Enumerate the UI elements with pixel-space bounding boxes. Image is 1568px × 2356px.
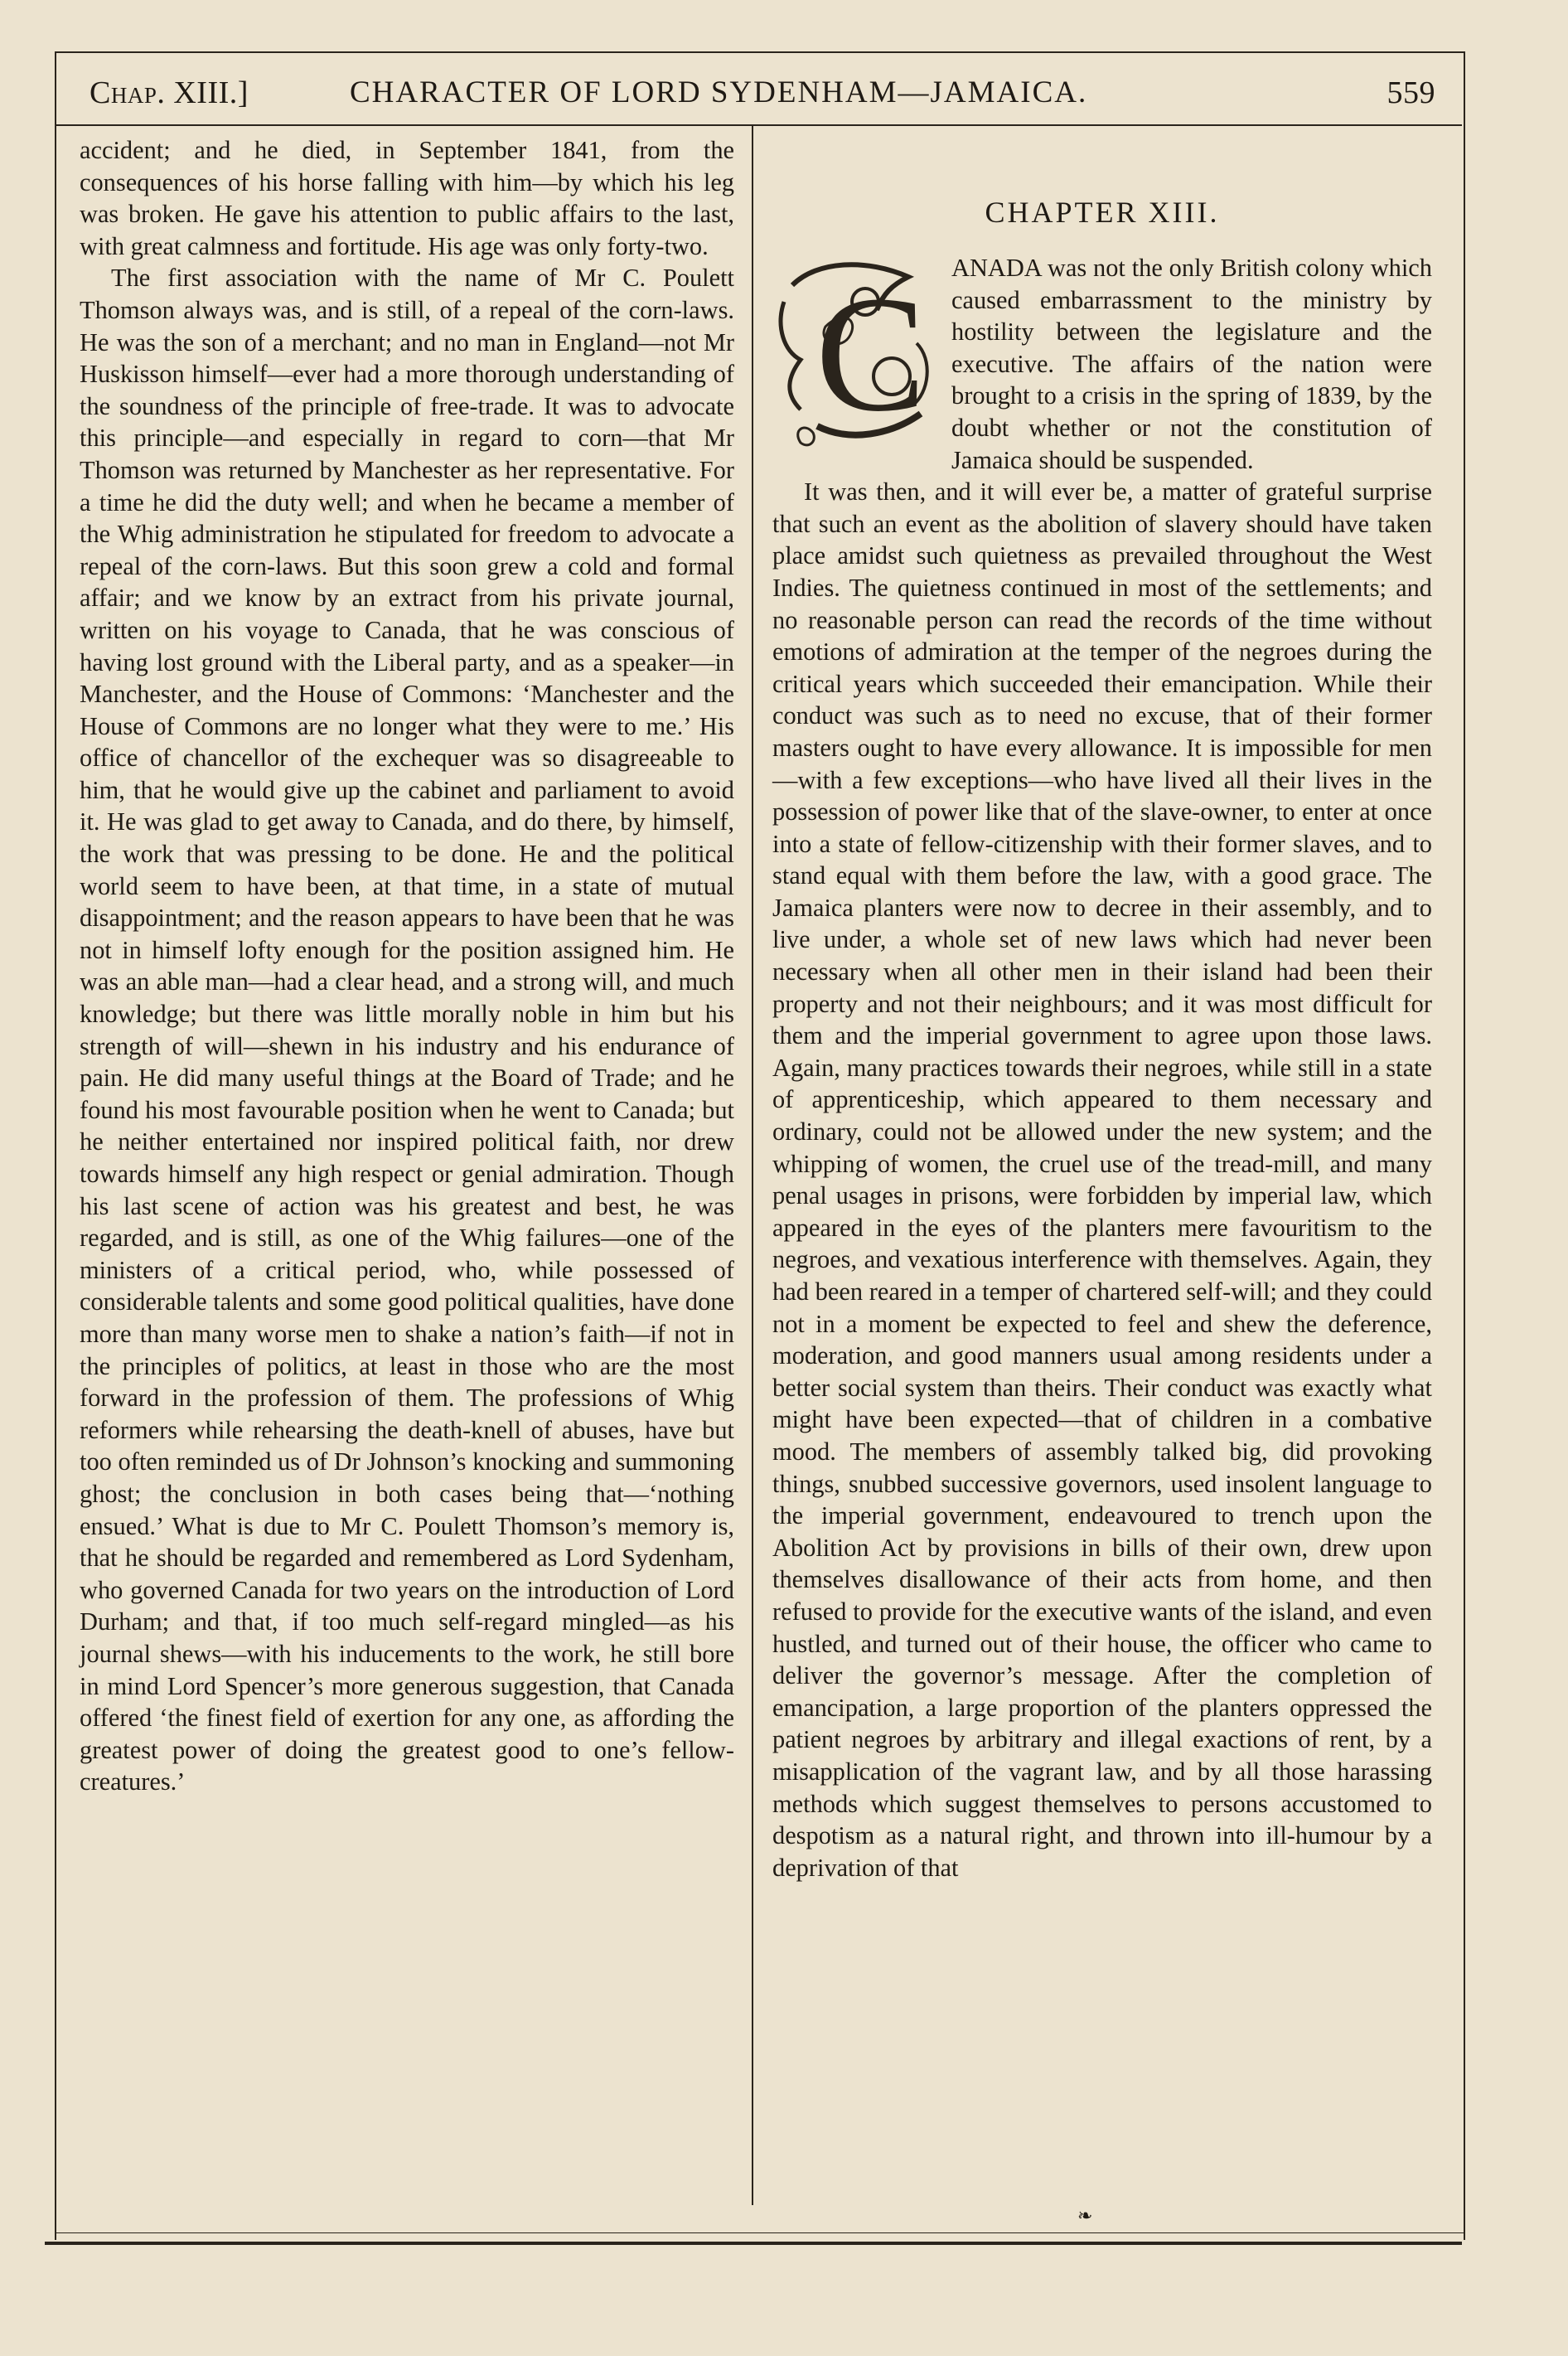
chapter-heading: CHAPTER XIII. <box>985 196 1220 229</box>
running-title: CHARACTER OF LORD SYDENHAM—JAMAICA. <box>350 75 1088 109</box>
paragraph-jamaica: It was then, and it will ever be, a matter of grateful surprise that such an event as the abolition of slavery should have taken place amidst such quietness as prevailed throughout the West Indies. The quietness continued in most of the settlements; and no reasonable person can read the records of the time without emotions of admiration at the temper of the negroes during the critical years which succeeded their emancipation. While their conduct was such as to need no excuse, that of their former masters ought to have every allowance. It is impossible for men—with a few exceptions—who have lived all their lives in the possession of power like that of the slave-owner, to enter at once into a state of fellow-citizenship with their former slaves, and to stand equal with them before the law, with a good grace. The Jamaica planters were now to decree in their assembly, and to live under, a whole set of new laws which had never been necessary when all other men in their island had been their property and not their neighbours; and it was most difficult for them and the imperial government to agree upon those laws. Again, many practices towards their negroes, while still in a state of apprenticeship, which appeared to them necessary and ordinary, could not be allowed under the new system; and the whipping of women, the cruel use of the tread-mill, and many penal usages in prisons, were forbidden by imperial law, which appeared in the eyes of the planters mere favouritism to the negroes, and vexatious interference with themselves. Again, they had been reared in a temper of chartered self-will; and they could not in a moment be expected to feel and shew the deference, moderation, and good manners usual among residents under a better social system than theirs. Their conduct was exactly what might have been expected—that of children in a combative mood. The members of assembly talked big, did provoking things, snubbed successive governors, used insolent language to the imperial government, endeavoured to trench upon the Abolition Act by provisions in bills of their own, drew upon themselves disallowance of their acts from home, and then refused to provide for the executive wants of the island, and even hustled, and turned out of their house, the officer who came to deliver the governor’s message. After the completion of emancipation, a large proportion of the planters oppressed the patient negroes by arbitrary and illegal exactions of rent, by a misapplication of the vagrant law, and by all those harassing methods which suggest themselves to persons accustomed to despotism as a natural right, and thrown into ill-humour by a deprivation of that <box>772 478 1432 1882</box>
column-divider <box>752 126 753 2205</box>
svg-text:C: C <box>815 263 927 446</box>
paragraph-continued: accident; and he died, in September 1841, from the consequences of his horse falling with him—by which his leg was broken. He gave his attention to public affairs to the last, with great calmness and fortitude. His age was only forty-two. <box>80 136 734 260</box>
footer-rule-thin <box>55 2232 1464 2233</box>
left-column <box>80 134 734 1798</box>
paragraph-thomson: The first association with the name of Mr C. Poulett Thomson always was, and is still, of a repeal of the corn-laws. He was the son of a merchant; and no man in England—not Mr Huskisson himself—ever had a more thorough understanding of the soundness of the principle of free-trade. It was to advocate this principle—and especially in regard to corn—that Mr Thomson was returned by Manchester as her representative. For a time he did the duty well; and when he became a member of the Whig administration he stipulated for freedom to advocate a repeal of the corn-laws. But this soon grew a cold and formal affair; and we know by an extract from his private journal, written on his voyage to Canada, that he was conscious of having lost ground with the Liberal party, and as a speaker—in Manchester, and the House of Commons: ‘Manchester and the House of Commons are no longer what they were to me.’ His office of chancellor of the exchequer was so disagreeable to him, that he would give up the cabinet and parliament to avoid it. He was glad to get away to Canada, and do there, by himself, the work that was pressing to be done. He and the political world seem to have been, at that time, in a state of mutual disappointment; and the reason appears to have been that he was not in himself lofty enough for the position assigned him. He was an able man—had a clear head, and a strong will, and much knowledge; but there was little morally noble in him but his strength of will—shewn in his industry and his endurance of pain. He did many useful things at the Board of Trade; and he found his most favourable position when he went to Canada; but he neither entertained nor inspired political faith, nor drew towards himself any high respect or genial admiration. Though his last scene of action was his greatest and best, he was regarded, and is still, as one of the Whig failures—one of the ministers of a critical period, who, while possessed of considerable talents and some good political qualities, have done more than many worse men to shake a nation’s faith—if not in the principles of politics, at least in those who are the most forward in the profession of them. The professions of Whig reformers while rehearsing the death-knell of abuses, have but too often reminded us of Dr Johnson’s knocking and summoning ghost; the conclusion in both cases being that—‘nothing ensued.’ What is due to Mr C. Poulett Thomson’s memory is, that he should be regarded and remembered as Lord Sydenham, who governed Canada for two years on the introduction of Lord Durham; and that, if too much self-regard mingled—as his journal shews—with his inducements to the work, he still bore in mind Lord Spencer’s more generous suggestion, that Canada offered ‘the finest field of exertion for any one, as affording the greatest power of doing the greatest good to one’s fellow-creatures.’ <box>80 264 734 1796</box>
opening-paragraph <box>772 252 1432 476</box>
page-number: 559 <box>1387 75 1435 110</box>
chapter-label: Chap. XIII.] <box>90 75 249 110</box>
footer-ornament-icon: ❧ <box>1077 2205 1093 2226</box>
opening-paragraph-text: ANADA was not the only British colony which caused embarrassment to the ministry by hostility between the legislature and the executive. The affairs of the nation were brought to a crisis in the spring of 1839, by the doubt whether or not the constitution of Jamaica should be suspended. <box>951 254 1432 474</box>
header-rule <box>55 124 1462 126</box>
running-head <box>83 70 1442 116</box>
right-column <box>772 134 1432 1883</box>
ornamental-drop-cap-icon <box>767 252 945 458</box>
footer-rule <box>45 2242 1462 2245</box>
